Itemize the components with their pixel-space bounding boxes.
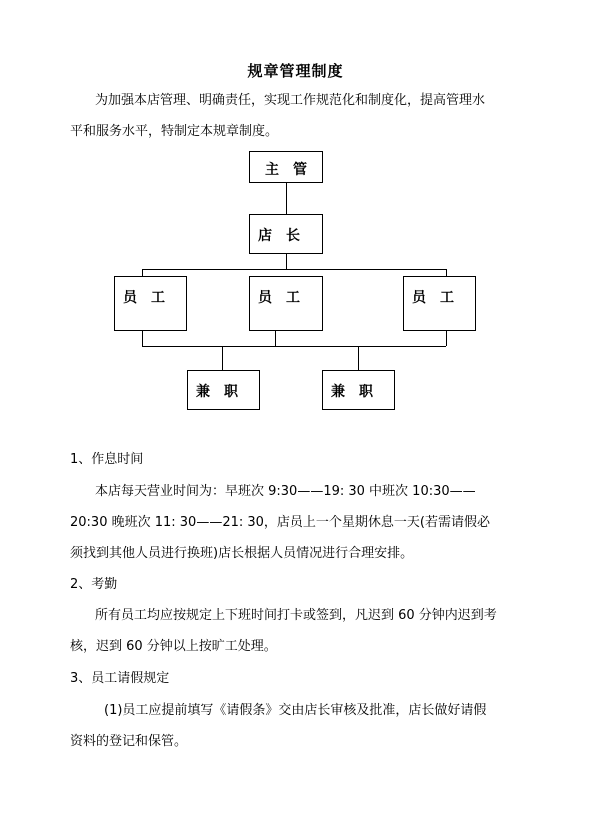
section-3-line-1: (1)员工应提前填写《请假条》交由店长审核及批准，店长做好请假 xyxy=(104,703,487,718)
connector-supervisor-manager xyxy=(286,183,287,214)
org-box-staff-3 xyxy=(403,276,476,331)
intro-line-1: 为加强本店管理、明确责任，实现工作规范化和制度化，提高管理水 xyxy=(95,93,486,108)
org-box-supervisor-label: 主管 xyxy=(265,162,321,178)
org-box-parttime-2-label: 兼职 xyxy=(331,384,387,400)
org-box-staff-1 xyxy=(114,276,187,331)
org-box-staff-2 xyxy=(249,276,323,331)
section-1-line-3: 须找到其他人员进行换班)店长根据人员情况进行合理安排。 xyxy=(70,546,414,561)
org-box-parttime-2 xyxy=(322,370,395,410)
org-box-supervisor xyxy=(249,151,323,183)
connector-staff-top-bus xyxy=(142,269,446,270)
section-3-line-2: 资料的登记和保管。 xyxy=(70,734,188,749)
connector-staff-bottom-bus xyxy=(142,346,446,347)
connector-parttime-2 xyxy=(358,346,359,370)
org-box-manager-label: 店长 xyxy=(258,228,314,244)
intro-line-2: 平和服务水平，特制定本规章制度。 xyxy=(70,124,279,139)
document-title: 规章管理制度 xyxy=(247,62,344,80)
section-1-line-2: 20:30 晚班次 11: 30——21: 30，店员上一个星期休息一天(若需请假必 xyxy=(70,515,490,530)
org-box-staff-2-label: 员工 xyxy=(258,290,314,306)
org-box-parttime-1-label: 兼职 xyxy=(196,384,252,400)
connector-middle-vertical xyxy=(275,330,276,346)
section-2-line-2: 核，迟到 60 分钟以上按旷工处理。 xyxy=(70,639,277,654)
org-box-staff-1-label: 员工 xyxy=(123,290,179,306)
section-1-heading: 1、作息时间 xyxy=(70,452,144,467)
connector-manager-bus xyxy=(286,253,287,269)
section-3-heading: 3、员工请假规定 xyxy=(70,671,170,686)
org-box-staff-3-label: 员工 xyxy=(412,290,468,306)
connector-parttime-1 xyxy=(222,346,223,370)
org-box-parttime-1 xyxy=(187,370,260,410)
section-2-heading: 2、考勤 xyxy=(70,577,118,592)
section-1-line-1: 本店每天营业时间为：早班次 9:30——19: 30 中班次 10:30—— xyxy=(95,484,476,499)
org-box-manager xyxy=(249,214,323,254)
section-2-line-1: 所有员工均应按规定上下班时间打卡或签到，凡迟到 60 分钟内迟到考 xyxy=(95,608,497,623)
